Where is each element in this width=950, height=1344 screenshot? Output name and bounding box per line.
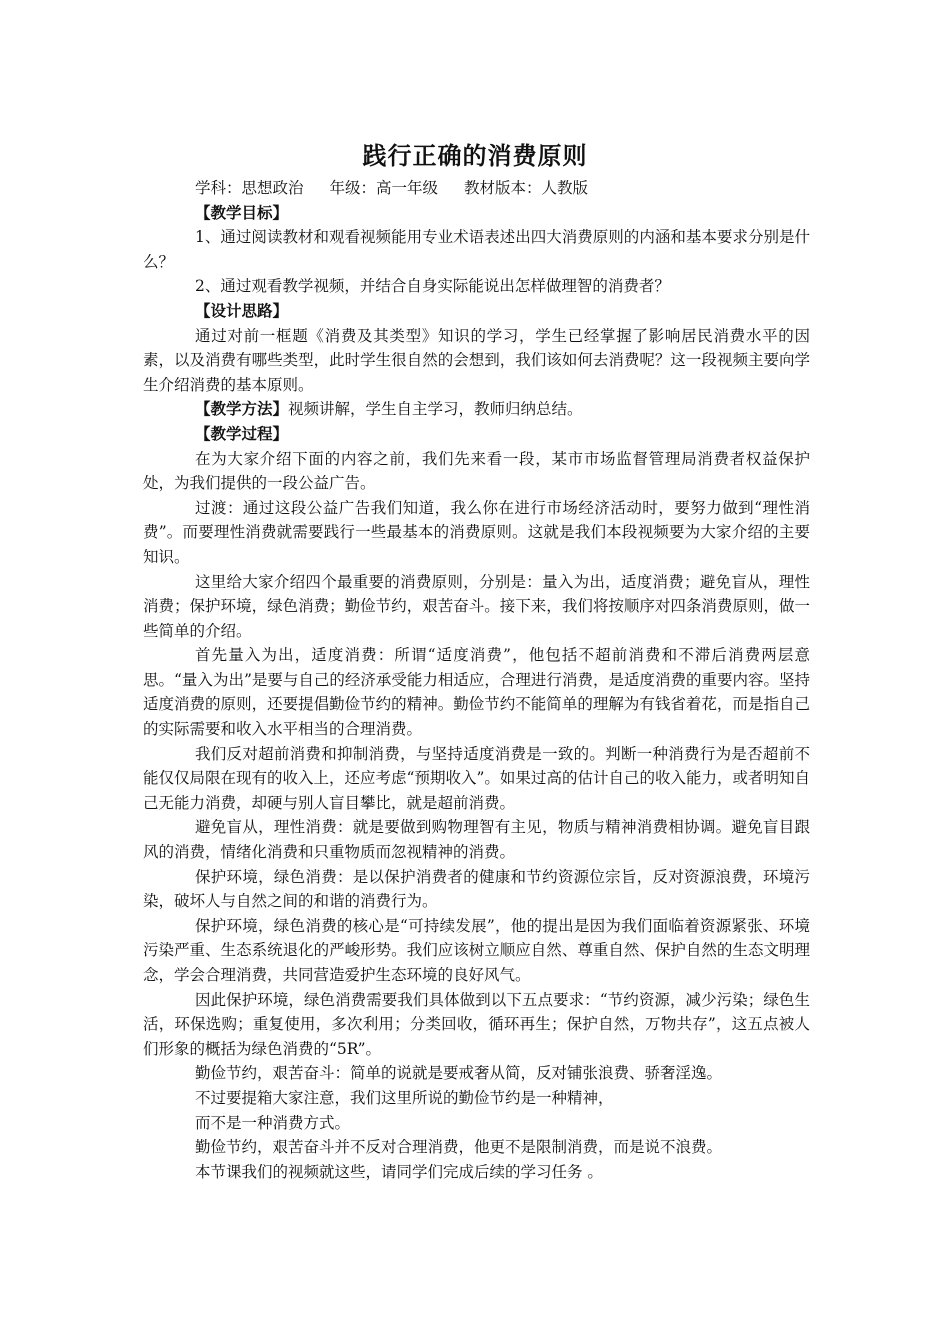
process-paragraph: 首先量入为出，适度消费：所谓“适度消费”，他包括不超前消费和不滞后消费两层意思。“量入为出”是要与自己的经济承受能力相适应，合理进行消费，是适度消费的重要内容。坚持适度消费的原则，还要提倡勤俭节约的精神。勤俭节约不能简单的理解为有钱省着花，而是指自己的实际需要和收入水平相当的合理消费。: [143, 646, 810, 739]
goal-item-1: 1、通过阅读教材和观看视频能用专业术语表述出四大消费原则的内涵和基本要求分别是什么？: [143, 228, 810, 271]
method-line: [143, 397, 810, 422]
process-paragraph: 在为大家介绍下面的内容之前，我们先来看一段，某市市场监督管理局消费者权益保护处，为我们提供的一段公益广告。: [143, 449, 810, 493]
process-paragraph: 本节课我们的视频就这些，请同学们完成后续的学习任务 。: [195, 1162, 603, 1181]
subject-label: 学科：思想政治: [195, 179, 304, 197]
goals-heading: 【教学目标】: [195, 203, 289, 222]
process-heading: 【教学过程】: [195, 424, 289, 443]
edition-label: 教材版本：人教版: [464, 179, 589, 197]
process-paragraph: 勤俭节约，艰苦奋斗并不反对合理消费，他更不是限制消费，而是说不浪费。: [195, 1138, 723, 1157]
process-paragraph: 避免盲从，理性消费：就是要做到购物理智有主见，物质与精神消费相协调。避免盲目跟风的消费，情绪化消费和只重物质而忽视精神的消费。: [143, 818, 810, 862]
method-text: 视频讲解，学生自主学习，教师归纳总结。: [288, 400, 583, 419]
process-paragraph: 不过要提箱大家注意，我们这里所说的勤俭节约是一种精神，: [195, 1088, 614, 1107]
process-paragraph: 勤俭节约，艰苦奋斗：简单的说就是要戒奢从简，反对铺张浪费、骄奢淫逸。: [195, 1064, 723, 1083]
process-paragraph: 因此保护环境，绿色消费需要我们具体做到以下五点要求：“节约资源，减少污染；绿色生活，环保选购；重复使用，多次利用；分类回收，循环再生；保护自然，万物共存”，这五点被人们形象的概括为绿色消费的“5R”。: [143, 990, 810, 1058]
process-paragraph: 过渡：通过这段公益广告我们知道，我么你在进行市场经济活动时，要努力做到“理性消费”。而要理性消费就需要践行一些最基本的消费原则。这就是我们本段视频要为大家介绍的主要知识。: [143, 498, 810, 566]
course-meta: [143, 176, 810, 201]
method-heading: 【教学方法】: [195, 400, 289, 419]
design-text: 通过对前一框题《消费及其类型》知识的学习，学生已经掌握了影响居民消费水平的因素，以及消费有哪些类型，此时学生很自然的会想到，我们该如何去消费呢？这一段视频主要向学生介绍消费的基本原则。: [143, 326, 810, 394]
process-paragraph: 保护环境，绿色消费：是以保护消费者的健康和节约资源位宗旨，反对资源浪费，环境污染，破坏人与自然之间的和谐的消费行为。: [143, 867, 810, 911]
process-paragraph: 保护环境，绿色消费的核心是“可持续发展”，他的提出是因为我们面临着资源紧张、环境污染严重、生态系统退化的严峻形势。我们应该树立顺应自然、尊重自然、保护自然的生态文明理念，学会合理消费，共同营造爱护生态环境的良好风气。: [143, 916, 810, 984]
process-paragraph: 我们反对超前消费和抑制消费，与坚持适度消费是一致的。判断一种消费行为是否超前不能仅仅局限在现有的收入上，还应考虑“预期收入”。如果过高的估计自己的收入能力，或者明知自己无能力消费，却硬与别人盲目攀比，就是超前消费。: [143, 744, 810, 812]
goal-item-2: 2、通过观看教学视频，并结合自身实际能说出怎样做理智的消费者？: [195, 277, 670, 296]
document-title: 践行正确的消费原则: [362, 142, 588, 170]
grade-label: 年级：高一年级: [329, 179, 439, 197]
document-body: [143, 176, 810, 1184]
process-paragraph: 这里给大家介绍四个最重要的消费原则，分别是：量入为出，适度消费；避免盲从，理性消费；保护环境，绿色消费；勤俭节约，艰苦奋斗。接下来，我们将按顺序对四条消费原则，做一些简单的介绍。: [143, 572, 810, 640]
design-heading: 【设计思路】: [195, 301, 289, 320]
process-paragraph: 而不是一种消费方式。: [195, 1113, 351, 1132]
